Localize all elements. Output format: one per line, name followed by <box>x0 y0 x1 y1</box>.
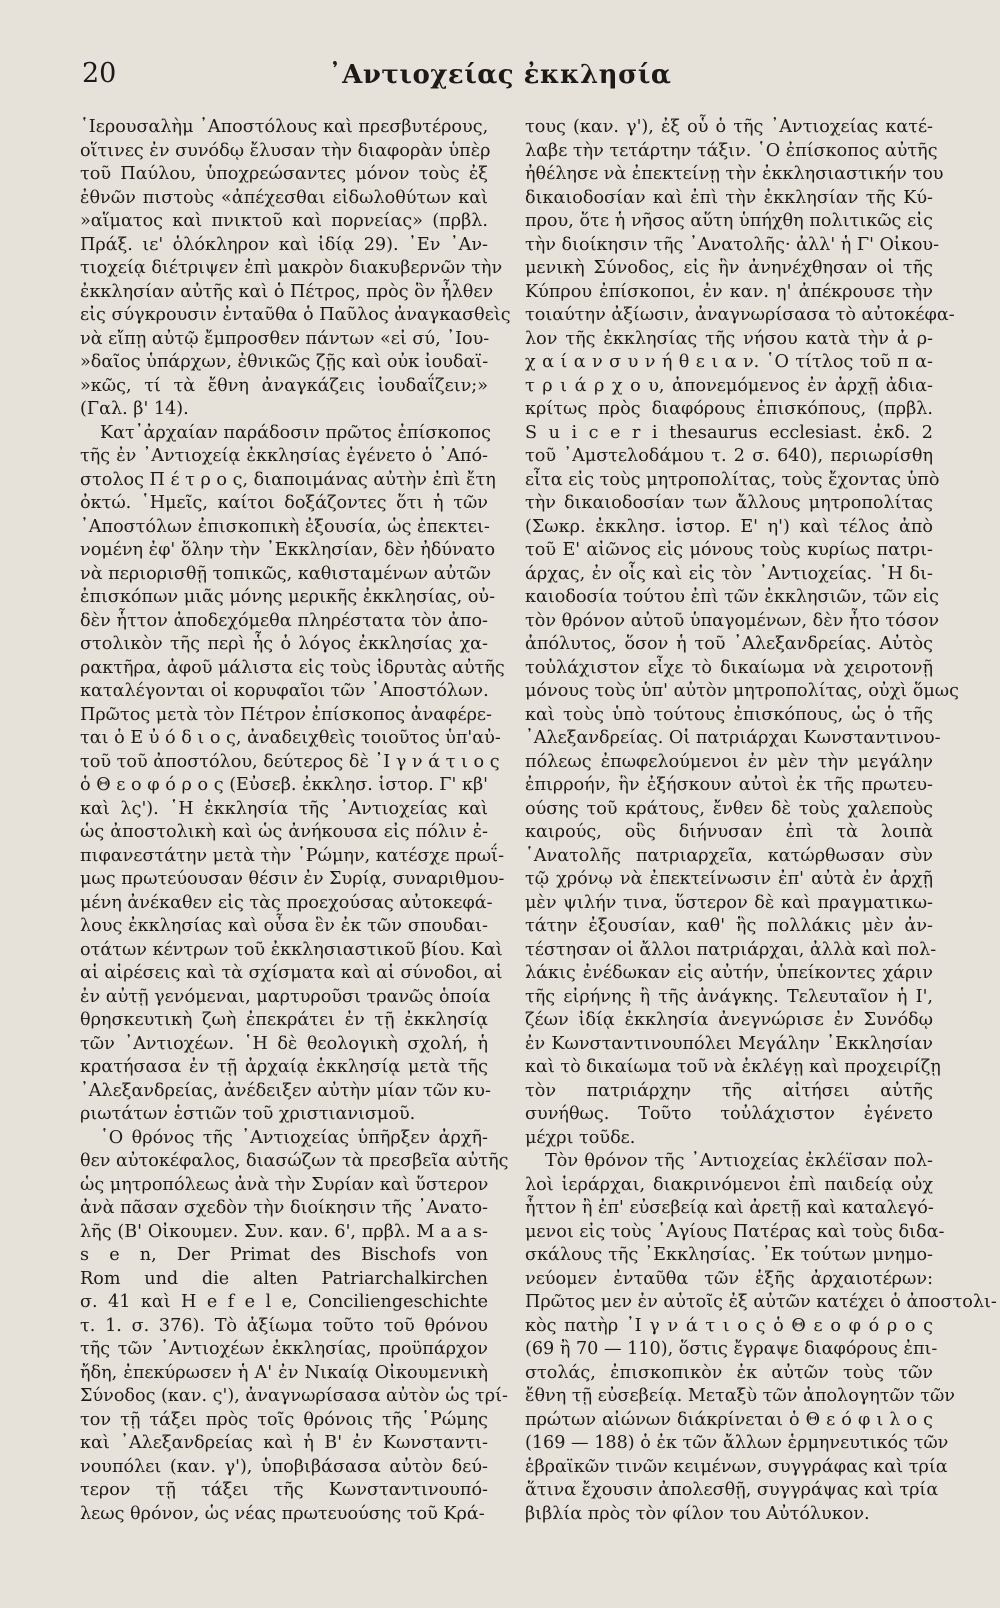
text-line: τῆς ἐν ᾿Αντιοχείᾳ ἐκκλησίας ἐγένετο ὁ ᾿Από- <box>80 446 488 466</box>
right-column <box>525 116 997 1526</box>
text-line: μὲν ψιλήν τινα, ὕστερον δὲ καὶ πραγματικω- <box>525 892 933 913</box>
text-line: στολος Π έ τ ρ ο ς, διαποιμάνας αὐτὴν ἐπὶ ἔτη <box>80 469 496 490</box>
text-line: τους (καν. γ'), ἐξ οὗ ὁ τῆς ᾿Αντιοχείας κατέ- <box>525 117 933 137</box>
text-line: χ α ί α ν σ υ ν ή θ ε ι α ν. ῾Ο τίτλος τοῦ π α- <box>525 352 933 372</box>
text-line: τῷ χρόνῳ νὰ ἐπεκτείνωσιν ἐπ' αὐτὰ ἐν ἀρχῇ <box>525 869 933 889</box>
text-line: ἠθέλησε νὰ ἐπεκτείνῃ τὴν ἐκκλησιαστικήν του <box>525 164 944 184</box>
text-line: τοὐλάχιστον εἶχε τὸ δικαίωμα νὰ χειροτονῇ <box>525 657 933 678</box>
text-line: ἔθνη τῇ εὐσεβείᾳ. Μεταξὺ τῶν ἀπολογητῶν τῶν <box>525 1386 955 1406</box>
text-line: εἰς σύγκρουσιν ἐνταῦθα ὁ Παῦλος ἀναγκασθεὶς <box>80 305 511 325</box>
text-line: καὶ τοὺς ὑπὸ τούτους ἐπισκόπους, ὡς ὁ τῆς <box>525 704 933 725</box>
text-line: τέστησαν οἱ ἄλλοι πατριάρχαι, ἀλλὰ καὶ πολ- <box>525 939 937 960</box>
text-line: τον τῇ τάξει πρὸς τοῖς θρόνοις τῆς ῾Ρώμης <box>80 1409 488 1430</box>
text-line: εἶτα εἰς τοὺς μητροπολίτας, τοὺς ἔχοντας ὑπὸ <box>525 469 940 490</box>
text-line: βιβλία πρὸς τὸν φίλον του Αὐτόλυκον. <box>525 1503 870 1524</box>
text-line: ἀνὰ πᾶσαν σχεδὸν τὴν διοίκησιν τῆς ᾿Ανατο- <box>80 1198 488 1218</box>
text-line: καιοδοσία τούτου ἐπὶ τῶν ἐκκλησιῶν, τῶν εἰς <box>525 587 939 607</box>
text-line: μόνους τοὺς ὑπ' αὐτὸν μητροπολίτας, οὐχὶ ὅμως <box>525 681 959 701</box>
text-line: ῾Ο θρόνος τῆς ᾿Αντιοχείας ὑπῆρξεν ἀρχῆ- <box>100 1127 488 1148</box>
text-line: τοιαύτην ἀξίωσιν, ἀναγνωρίσασα τὸ αὐτοκέφα- <box>525 305 955 325</box>
text-line: Πράξ. ιε' ὁλόκληρον καὶ ἰδίᾳ 29). ᾿Εν ᾿Αν- <box>80 234 488 255</box>
text-line: μενικὴ Σύνοδος, εἰς ἣν ἀνηνέχθησαν οἱ τῆς <box>525 258 933 278</box>
text-line: νὰ εἴπῃ αὐτῷ ἔμπροσθεν πάντων «εἰ σύ, ᾿Ιου- <box>80 328 490 349</box>
text-line: μέχρι τοῦδε. <box>525 1127 636 1148</box>
text-line: μως πρωτεύουσαν θέσιν ἐν Συρίᾳ, συναριθμου- <box>80 869 505 889</box>
text-line: πόλεως ἐπωφελούμενοι ἐν μὲν τὴν μεγάλην <box>525 751 933 772</box>
text-line: ἐν αὐτῇ γενόμεναι, μαρτυροῦσι τρανῶς ὁποία <box>80 986 491 1007</box>
text-line: σκάλους τῆς ᾿Εκκλησίας. ᾿Εκ τούτων μνημο- <box>525 1245 933 1265</box>
text-line: ὡς μητροπόλεως ἀνὰ τὴν Συρίαν καὶ ὕστερον <box>80 1174 489 1195</box>
text-line: άρχας, ἐν οἷς καὶ εἰς τὸν ᾿Αντιοχείας. ῾Η δι- <box>525 563 933 584</box>
text-line: »κῶς, τί τὰ ἔθνη ἀναγκάζεις ἰουδαΐζειν;» <box>80 375 488 396</box>
text-line: λους ἐκκλησίας καὶ οὖσα ἓν ἐκ τῶν σπουδαι- <box>80 916 488 936</box>
text-line: ριωτάτων ἑστιῶν τοῦ χριστιανισμοῦ. <box>80 1104 416 1124</box>
text-line: λον τῆς ἐκκλησίας τῆς νήσου κατὰ τὴν ἀ ρ- <box>525 328 933 349</box>
text-line: Τὸν θρόνον τῆς ᾿Αντιοχείας ἐκλέϊσαν πολ- <box>545 1151 933 1171</box>
text-line: θεν αὐτοκέφαλος, διασώζων τὰ πρεσβεῖα αὐτῆς <box>80 1151 509 1171</box>
text-line: κρατήσασα ἐν τῇ ἀρχαίᾳ ἐκκλησίᾳ μετὰ τῆς <box>80 1057 488 1077</box>
text-line: λάκις ἐνέδωκαν εἰς αὐτήν, ὑπείκοντες χάριν <box>525 963 933 983</box>
text-line: (Σωκρ. ἐκκλησ. ἱστορ. Ε' η') καὶ τέλος ἀπὸ <box>525 516 933 537</box>
text-line: ᾿Αλεξανδρείας, ἀνέδειξεν αὐτὴν μίαν τῶν κυ- <box>80 1080 491 1101</box>
text-line: Rom und die alten Patriarchalkirchen <box>80 1268 488 1289</box>
text-line: δικαιοδοσίαν καὶ ἐπὶ τὴν ἐκκλησίαν τῆς Κύ- <box>525 187 933 208</box>
text-line: θρησκευτικὴ ζωὴ ἐπεκράτει ἐν τῇ ἐκκλησίᾳ <box>80 1010 488 1030</box>
text-line: (169 — 188) ὁ ἐκ τῶν ἄλλων ἑρμηνευτικός τῶν <box>525 1433 949 1453</box>
text-line: τάτην ἐξουσίαν, καθ' ἣς πολλάκις μὲν ἀν- <box>525 916 933 936</box>
text-line: τοῦ Παύλου, ὑποχρεώσαντες μόνον τοὺς ἐξ <box>80 164 488 184</box>
text-line: πρου, ὅτε ἡ νῆσος αὕτη ὑπήχθη πολιτικῶς εἰς <box>525 211 933 231</box>
text-line: ῾Ανατολῆς πατριαρχεῖα, κατώρθωσαν σὺν <box>525 845 933 866</box>
text-line: κὸς πατὴρ ᾿Ι γ ν ά τ ι ο ς ὁ Θ ε ο φ ό ρ ο ς <box>525 1315 933 1336</box>
text-line: τῆς εἰρήνης ἢ τῆς ἀνάγκης. Τελευταῖον ἡ Ι', <box>525 986 933 1007</box>
text-columns <box>80 116 997 1586</box>
text-line: ἐκκλησίαν αὐτῆς καὶ ὁ Πέτρος, πρὸς ὃν ἦλθεν <box>80 281 494 302</box>
text-line: νεύομεν ἐνταῦθα τῶν ἑξῆς ἀρχαιοτέρων: <box>525 1268 933 1289</box>
text-line: καὶ ᾿Αλεξανδρείας καὶ ἡ Β' ἐν Κωνσταντι- <box>80 1433 488 1453</box>
text-line: ται ὁ Ε ὐ ό δ ι ο ς, ἀναδειχθεὶς τοιοῦτος ὑπ'αὐ- <box>80 728 501 748</box>
text-line: μενοι εἰς τοὺς ῾Αγίους Πατέρας καὶ τοὺς διδα- <box>525 1221 945 1242</box>
text-line: ἧττον ἢ ἐπ' εὐσεβείᾳ καὶ ἀρετῇ καὶ καταλεγό- <box>525 1198 934 1218</box>
text-line: ἅτινα ἔχουσιν ἀπολεσθῇ, συγγράψας καὶ τρία <box>525 1480 939 1500</box>
text-line: ἐπισκόπων μιᾶς μόνης μερικῆς ἐκκλησίας, οὐ- <box>80 587 496 607</box>
text-line: νομένη ἐφ' ὅλην τὴν ᾿Εκκλησίαν, δὲν ἠδύνατο <box>80 540 496 560</box>
text-line: ὁ Θ ε ο φ ό ρ ο ς (Εὐσεβ. ἐκκλησ. ἱστορ. Γ' κβ' <box>80 775 488 795</box>
text-line: Κατ᾿ἀρχαίαν παράδοσιν πρῶτος ἐπίσκοπος <box>100 422 491 443</box>
text-line: πρώτων αἰώνων διάκρίνεται ὁ Θ ε ό φ ι λ ο ς <box>525 1409 933 1430</box>
text-line: ᾿Αλεξανδρείας. Οἱ πατριάρχαι Κωνσταντινου- <box>525 728 941 748</box>
text-line: s e n, Der Primat des Bischofs von <box>80 1245 488 1265</box>
text-line: λαβε τὴν τετάρτην τάξιν. ῾Ο ἐπίσκοπος αὐτῆς <box>525 140 938 161</box>
text-line: συνήθως. Τοῦτο τοὐλάχιστον ἐγένετο <box>525 1104 933 1124</box>
text-line: καταλέγονται οἱ κορυφαῖοι τῶν ᾿Αποστόλων. <box>80 681 489 701</box>
text-line: τιοχείᾳ διέτριψεν ἐπὶ μακρὸν διακυβερνῶν τὴν <box>80 258 503 278</box>
text-line: ἀπόλυτος, ὅσον ἡ τοῦ ᾿Αλεξανδρείας. Αὐτὸς <box>525 634 933 654</box>
text-line: λεως θρόνον, ὡς νέας πρωτευούσης τοῦ Κρά- <box>80 1503 485 1524</box>
text-line: τοῦ ᾿Αμστελοδάμου τ. 2 σ. 640), περιωρίσθη <box>525 446 933 466</box>
text-line: τὸν πατριάρχην τῆς αἰτήσει αὐτῆς <box>525 1080 933 1101</box>
text-line: τ. 1. σ. 376). Τὸ ἀξίωμα τοῦτο τοῦ θρόνου <box>80 1315 488 1336</box>
text-line: ἑβραϊκῶν τινῶν κειμένων, συγγράφας καὶ τρία <box>525 1456 948 1477</box>
text-line: λῆς (Β' Οἰκουμεν. Συν. καν. 6', πρβλ. M a a s- <box>80 1221 488 1242</box>
text-line: τοῦ Ε' αἰῶνος εἰς μόνους τοὺς κυρίως πατρι- <box>525 540 933 560</box>
text-line: τῶν ᾿Αντιοχέων. ῾Η δὲ θεολογικὴ σχολή, ἡ <box>80 1033 488 1054</box>
running-head: ᾿Αντιοχείας ἐκκλησία <box>328 60 672 90</box>
text-line: S u i c e r i thesaurus ecclesiast. ἐκδ. 2 <box>525 422 933 443</box>
text-line: ἐθνῶν πιστοὺς «ἀπέχεσθαι εἰδωλοθύτων καὶ <box>80 187 488 208</box>
text-line: ῾Ιερουσαλὴμ ᾿Αποστόλους καὶ πρεσβυτέρους, <box>80 117 489 137</box>
text-line: τ ρ ι ά ρ χ ο υ, ἀπονεμόμενος ἐν ἀρχῇ ἀδια- <box>525 375 933 396</box>
text-line: τὴν δικαιοδοσίαν των ἄλλους μητροπολίτας <box>525 493 933 513</box>
text-line: ζέων ἰδίᾳ ἐκκλησία ἀνεγνώρισε ἐν Συνόδῳ <box>525 1010 933 1030</box>
text-line: ᾿Αποστόλων ἐπισκοπικὴ ἐξουσία, ὡς ἐπεκτει- <box>80 516 490 537</box>
text-line: ὀκτώ. ῾Ημεῖς, καίτοι δοξάζοντες ὅτι ἡ τῶν <box>80 493 488 513</box>
text-line: καιρούς, οὓς διήνυσαν ἐπὶ τὰ λοιπὰ <box>525 822 933 842</box>
text-line: στολάς, ἐπισκοπικὸν ἐκ αὐτῶν τοὺς τῶν <box>525 1362 933 1383</box>
text-line: πιφανεστάτην μετὰ τὴν ῾Ρώμην, κατέσχε πρωΐ- <box>80 845 505 866</box>
text-line: ὡς ἀποστολικὴ καὶ ὡς ἀνήκουσα εἰς πόλιν ἐ- <box>80 822 488 842</box>
text-line: ἐπιρροήν, ἣν ἐξήσκουν αὐτοὶ ἐκ τῆς πρωτευ- <box>525 775 933 795</box>
text-line: Πρῶτος μετὰ τὸν Πέτρον ἐπίσκοπος ἀναφέρε- <box>80 704 492 725</box>
page-number: 20 <box>82 58 117 89</box>
text-line: καὶ τὸ δικαίωμα τοῦ νὰ ἐκλέγῃ καὶ προχειρίζῃ <box>525 1057 941 1077</box>
text-line: λοὶ ἱεράρχαι, διακρινόμενοι ἐπὶ παιδείᾳ οὐχ <box>525 1174 933 1195</box>
text-line: νὰ περιορισθῇ τοπικῶς, καθισταμένων αὐτῶν <box>80 563 492 584</box>
text-line: τῆς τῶν ᾿Αντιοχέων ἐκκλησίας, προϋπάρχον <box>80 1339 488 1359</box>
text-line: ρακτῆρα, ἀφοῦ μάλιστα εἰς τοὺς ἱδρυτὰς αὐτῆς <box>80 657 505 678</box>
text-line: Κύπρου ἐπίσκοποι, ἐν καν. η' ἀπέκρουσε τὴν <box>525 281 933 302</box>
text-line: κρίτως πρὸς διαφόρους ἐπισκόπους, (πρβλ. <box>525 399 933 419</box>
text-line: τερον τῇ τάξει τῆς Κωνσταντινουπό- <box>80 1480 488 1500</box>
text-line: τὸν θρόνον αὐτοῦ ὑπαγομένων, δὲν ἦτο τόσον <box>525 610 940 631</box>
text-line: (Γαλ. β' 14). <box>80 399 189 419</box>
text-line: μένη ἀνέκαθεν εἰς τὰς προεχούσας αὐτοκεφά- <box>80 892 493 913</box>
text-line: ούσης τοῦ κράτους, ἔνθεν δὲ τοὺς χαλεποὺς <box>525 798 933 819</box>
text-line: οἵτινες ἐν συνόδῳ ἔλυσαν τὴν διαφορὰν ὑπὲρ <box>80 140 491 161</box>
text-line: δὲν ἧττον ἀποδεχόμεθα πληρέστατα τὸν ἀπο- <box>80 610 488 631</box>
left-column <box>80 116 511 1526</box>
text-line: νουπόλει (καν. γ'), ὑποβιβάσασα αὐτὸν δεύ- <box>80 1456 488 1477</box>
text-line: ἐν Κωνσταντινουπόλει Μεγάλην ᾿Εκκλησίαν <box>525 1033 933 1054</box>
text-line: σ. 41 καὶ H e f e l e, Conciliengeschichte <box>80 1292 488 1312</box>
text-line: καὶ λς'). ῾Η ἐκκλησία τῆς ᾿Αντιοχείας καὶ <box>80 798 488 819</box>
text-line: αἱ αἱρέσεις καὶ τὰ σχίσματα καὶ αἱ σύνοδοι, αἱ <box>80 963 503 983</box>
text-line: ἤδη, ἐπεκύρωσεν ἡ Α' ἐν Νικαίᾳ Οἰκουμενικὴ <box>80 1362 488 1383</box>
text-line: (69 ἢ 70 — 110), ὅστις ἔγραψε διαφόρους ἐπι- <box>525 1339 938 1359</box>
text-line: τὴν διοίκησιν τῆς ᾿Ανατολῆς· ἀλλ' ἡ Γ' Οἰκου- <box>525 234 940 255</box>
text-line: οτάτων κέντρων τοῦ ἐκκλησιαστικοῦ βίου. Καὶ <box>80 939 503 960</box>
text-line: στολικὸν τῆς περὶ ἧς ὁ λόγος ἐκκλησίας χα- <box>80 634 488 654</box>
text-line: τοῦ τοῦ ἀποστόλου, δεύτερος δὲ ᾿Ι γ ν ά τ ι ο ς <box>80 751 500 772</box>
text-line: Πρῶτος μεν ἐν αὐτοῖς ἐξ αὐτῶν κατέχει ὁ ἀποστολι- <box>525 1292 997 1312</box>
text-line: »δαῖος ὑπάρχων, ἐθνικῶς ζῇς καὶ οὐκ ἰουδαϊ- <box>80 352 489 372</box>
text-line: Σύνοδος (καν. ς'), ἀναγνωρίσασα αὐτὸν ὡς τρί- <box>80 1386 508 1406</box>
text-line: »αἵματος καὶ πνικτοῦ καὶ πορνείας» (πρβλ. <box>80 211 488 231</box>
